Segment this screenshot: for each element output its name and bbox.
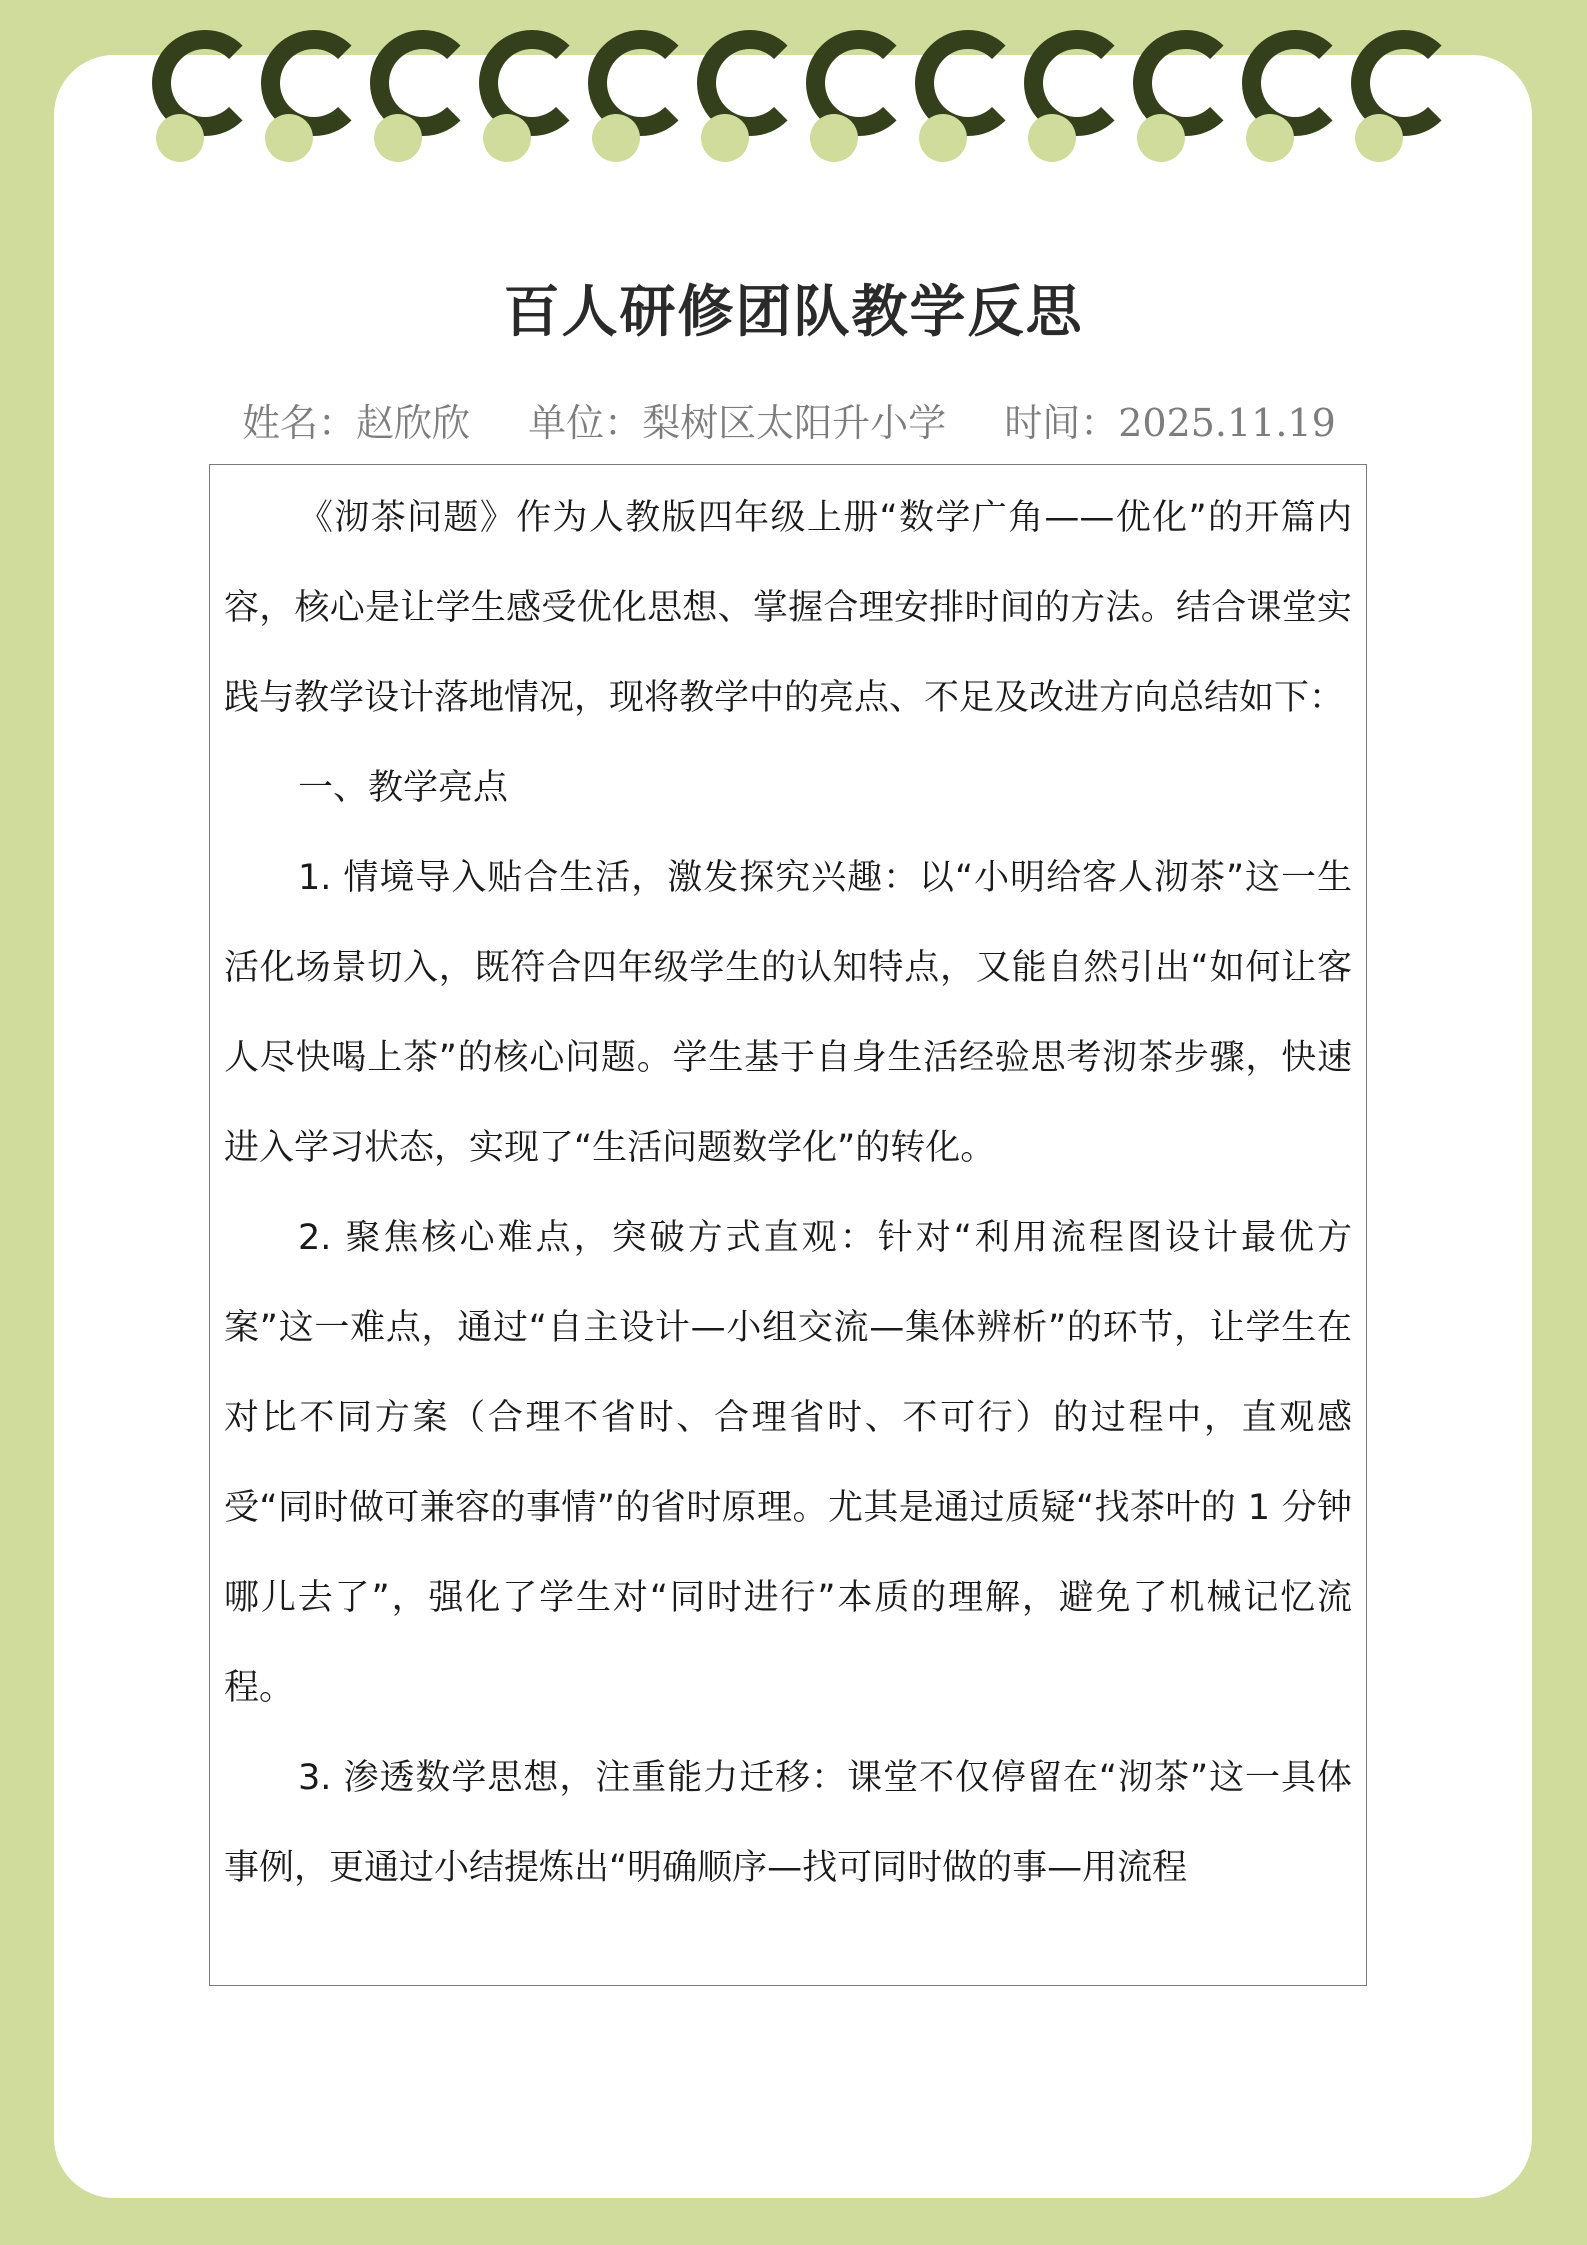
binder-ring — [796, 28, 906, 178]
document-title: 百人研修团队教学反思 — [503, 279, 1084, 345]
section-heading: 一、教学亮点 — [298, 768, 509, 808]
intro-paragraph: 《沏茶问题》作为人教版四年级上册“数学广角——优化”的开篇内容，核心是让学生感受优化思想、掌握合理安排时间的方法。结合课堂实践与教学设计落地情况，现将教学中的亮点、不足及改进方向总结如下： — [224, 498, 1352, 718]
binder-ring — [1014, 28, 1124, 178]
binder-ring — [469, 28, 579, 178]
author-unit: 单位：梨树区太阳升小学 — [528, 401, 947, 445]
document-date: 时间：2025.11.19 — [1004, 401, 1336, 445]
author-info-line — [242, 392, 1336, 447]
binder-ring — [1341, 28, 1451, 178]
author-name: 姓名：赵欣欣 — [242, 401, 471, 445]
binder-ring — [360, 28, 470, 178]
binder-ring — [251, 28, 361, 178]
binder-ring — [905, 28, 1015, 178]
binder-ring — [1123, 28, 1233, 178]
binder-ring — [142, 28, 252, 178]
binder-rings — [0, 0, 1587, 170]
binder-ring — [687, 28, 797, 178]
highlight-paragraph-1: 1. 情境导入贴合生活，激发探究兴趣：以“小明给客人沏茶”这一生活化场景切入，既符合四年级学生的认知特点，又能自然引出“如何让客人尽快喝上茶”的核心问题。学生基于自身生活经验思考沏茶步骤，快速进入学习状态，实现了“生活问题数学化”的转化。 — [224, 858, 1352, 1168]
binder-ring — [578, 28, 688, 178]
highlight-paragraph-2: 2. 聚焦核心难点，突破方式直观：针对“利用流程图设计最优方案”这一难点，通过“自主设计—小组交流—集体辨析”的环节，让学生在对比不同方案（合理不省时、合理省时、不可行）的过程中，直观感受“同时做可兼容的事情”的省时原理。尤其是通过质疑“找茶叶的 1 分钟哪儿去了”，强化了学生对“同时进行”本质的理解，避免了机械记忆流程。 — [224, 1218, 1352, 1708]
reflection-content-box — [209, 464, 1367, 1986]
binder-ring — [1232, 28, 1342, 178]
highlight-paragraph-3: 3. 渗透数学思想，注重能力迁移：课堂不仅停留在“沏茶”这一具体事例，更通过小结提炼出“明确顺序—找可同时做的事—用流程 — [224, 1758, 1352, 1888]
